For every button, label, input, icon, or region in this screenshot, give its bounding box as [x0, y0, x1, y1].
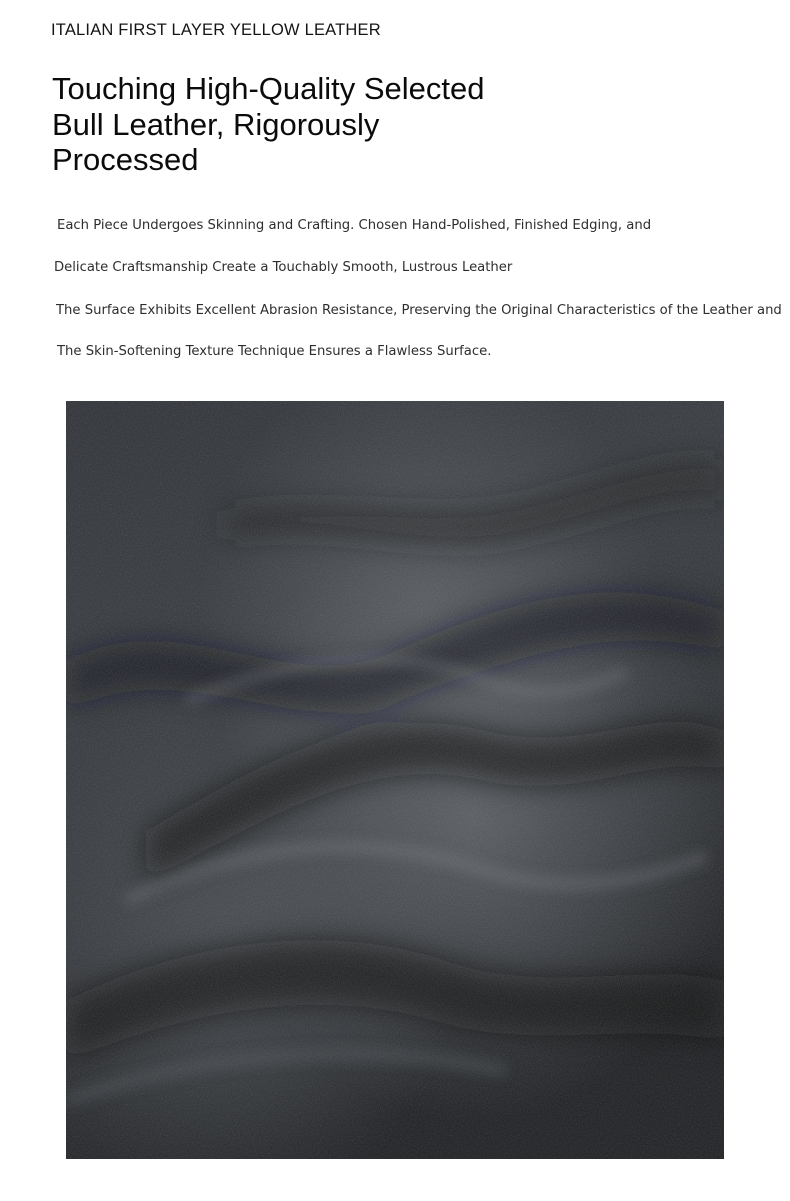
description-line-4: The Skin-Softening Texture Technique Ensures a Flawless Surface. — [57, 344, 492, 359]
title-line-1: Touching High-Quality Selected — [52, 71, 485, 106]
leather-texture-illustration — [66, 401, 724, 1159]
description-line-3: The Surface Exhibits Excellent Abrasion Resistance, Preserving the Original Characteristics of the Leather and — [56, 303, 782, 318]
section-eyebrow: ITALIAN FIRST LAYER YELLOW LEATHER — [51, 21, 381, 39]
title-line-2: Bull Leather, Rigorously — [52, 106, 380, 142]
description-line-1: Each Piece Undergoes Skinning and Crafting. Chosen Hand-Polished, Finished Edging, and — [57, 218, 652, 233]
description-line-2: Delicate Craftsmanship Create a Touchably Smooth, Lustrous Leather — [54, 260, 513, 275]
page-title — [52, 71, 572, 178]
title-line-3: Processed — [52, 142, 199, 177]
leather-texture-image — [66, 401, 724, 1159]
